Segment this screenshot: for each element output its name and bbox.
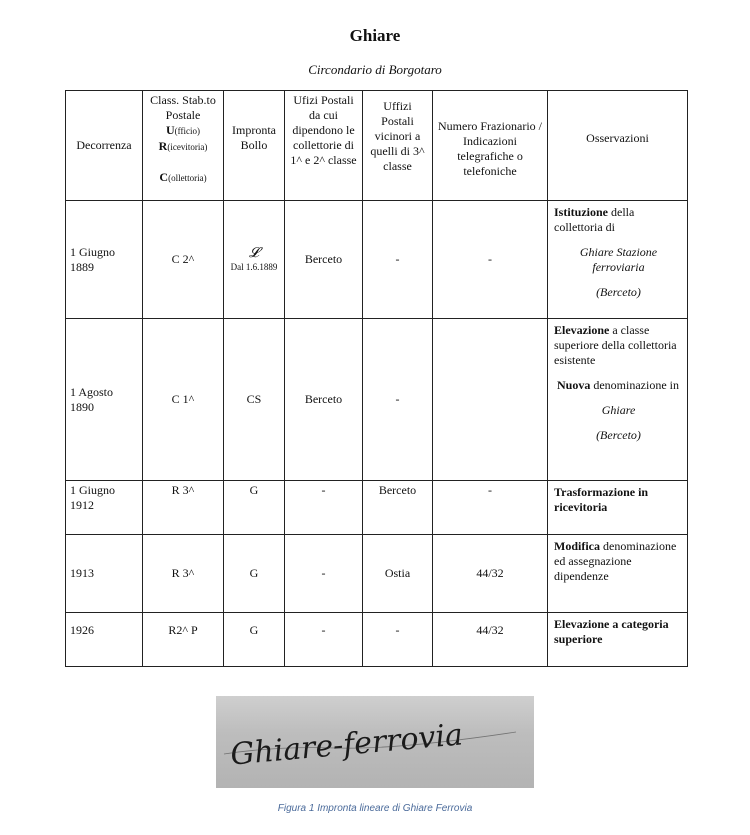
- cell-osservazioni: [548, 201, 688, 319]
- header-class-u-rest: (fficio): [174, 126, 200, 136]
- header-classificazione: [143, 91, 224, 201]
- header-class-line1: Class. Stab.to Postale: [150, 93, 216, 122]
- header-ufizi: Ufizi Postali da cui dipendono le collettorie di 1^ e 2^ classe: [285, 91, 363, 201]
- obs-bold: Istituzione: [554, 205, 608, 219]
- header-osservazioni: Osservazioni: [548, 91, 688, 201]
- table-row: [66, 481, 688, 535]
- cell-classe: C 1^: [143, 319, 224, 481]
- cell-impronta: [224, 201, 285, 319]
- obs-italic-2: (Berceto): [596, 285, 641, 299]
- postal-history-table: [65, 90, 688, 667]
- header-uffizi: Uffizi Postali vicinori a quelli di 3^ classe: [363, 91, 433, 201]
- header-decorrenza: Decorrenza: [66, 91, 143, 201]
- figure-caption: Figura 1 Impronta lineare di Ghiare Ferrovia: [277, 803, 473, 814]
- table-row: [66, 201, 688, 319]
- page-subtitle: Circondario di Borgotaro: [308, 62, 442, 77]
- svg-text:Ghiare-ferrovia: Ghiare-ferrovia: [229, 717, 465, 773]
- header-class-u-letter: U: [166, 123, 175, 137]
- cell-impronta: G: [224, 535, 285, 613]
- cell-osservazioni: [548, 481, 688, 535]
- cell-decorrenza: 1926: [66, 613, 143, 667]
- cell-classe: R 3^: [143, 481, 224, 535]
- cell-numero: -: [433, 481, 548, 535]
- obs-bold-2: Nuova: [557, 378, 591, 392]
- table-row: [66, 613, 688, 667]
- obs-text: della collettoria di: [554, 205, 635, 234]
- cell-ufizi: Berceto: [285, 319, 363, 481]
- header-class-r-rest: (icevitoria): [167, 142, 208, 152]
- cell-impronta: G: [224, 481, 285, 535]
- cell-classe: R2^ P: [143, 613, 224, 667]
- cell-ufizi: -: [285, 535, 363, 613]
- header-numero: Numero Frazionario / Indicazioni telegrafiche o telefoniche: [433, 91, 548, 201]
- obs-bold: Elevazione a categoria superiore: [554, 617, 669, 646]
- cell-numero: 44/32: [433, 535, 548, 613]
- stamp-date-note: Dal 1.6.1889: [230, 262, 278, 272]
- obs-text: denominazione ed assegnazione dipendenze: [554, 539, 677, 583]
- cell-ufizi: -: [285, 613, 363, 667]
- cell-osservazioni: [548, 319, 688, 481]
- header-class-c-rest: (ollettoria): [168, 173, 207, 183]
- cell-uffizi: -: [363, 319, 433, 481]
- obs-bold: Modifica: [554, 539, 600, 553]
- cell-impronta: G: [224, 613, 285, 667]
- cell-numero: [433, 319, 548, 481]
- cell-numero: -: [433, 201, 548, 319]
- cell-decorrenza: 1 Giugno 1912: [66, 481, 143, 535]
- table-row: [66, 319, 688, 481]
- cell-decorrenza: 1913: [66, 535, 143, 613]
- cell-decorrenza: 1 Giugno 1889: [66, 201, 143, 319]
- cell-uffizi: -: [363, 201, 433, 319]
- cell-osservazioni: [548, 535, 688, 613]
- handwriting-specimen-image: [216, 696, 534, 788]
- cell-ufizi: -: [285, 481, 363, 535]
- obs-bold: Elevazione: [554, 323, 610, 337]
- handwriting-script: [216, 696, 534, 788]
- header-class-c-letter: C: [159, 170, 169, 184]
- stamp-glyph: 𝓛: [248, 245, 260, 261]
- obs-italic-1: Ghiare: [601, 403, 636, 417]
- cell-uffizi: Berceto: [363, 481, 433, 535]
- header-class-r-letter: R: [158, 139, 168, 153]
- obs-text: a classe superiore della collettoria esistente: [554, 323, 677, 367]
- header-impronta: Impronta Bollo: [224, 91, 285, 201]
- cell-impronta: CS: [224, 319, 285, 481]
- header-row: [66, 91, 688, 201]
- obs-italic-1: Ghiare Stazione ferroviaria: [579, 245, 658, 274]
- page-title: Ghiare: [349, 26, 401, 45]
- cell-uffizi: Ostia: [363, 535, 433, 613]
- obs-italic-2: (Berceto): [596, 428, 641, 442]
- cell-numero: 44/32: [433, 613, 548, 667]
- table-row: [66, 535, 688, 613]
- cell-decorrenza: 1 Agosto 1890: [66, 319, 143, 481]
- cell-classe: C 2^: [143, 201, 224, 319]
- obs-bold: Trasformazione in ricevitoria: [554, 485, 649, 514]
- cell-uffizi: -: [363, 613, 433, 667]
- cell-osservazioni: [548, 613, 688, 667]
- obs-text-2: denominazione in: [590, 378, 679, 392]
- cell-classe: R 3^: [143, 535, 224, 613]
- cell-ufizi: Berceto: [285, 201, 363, 319]
